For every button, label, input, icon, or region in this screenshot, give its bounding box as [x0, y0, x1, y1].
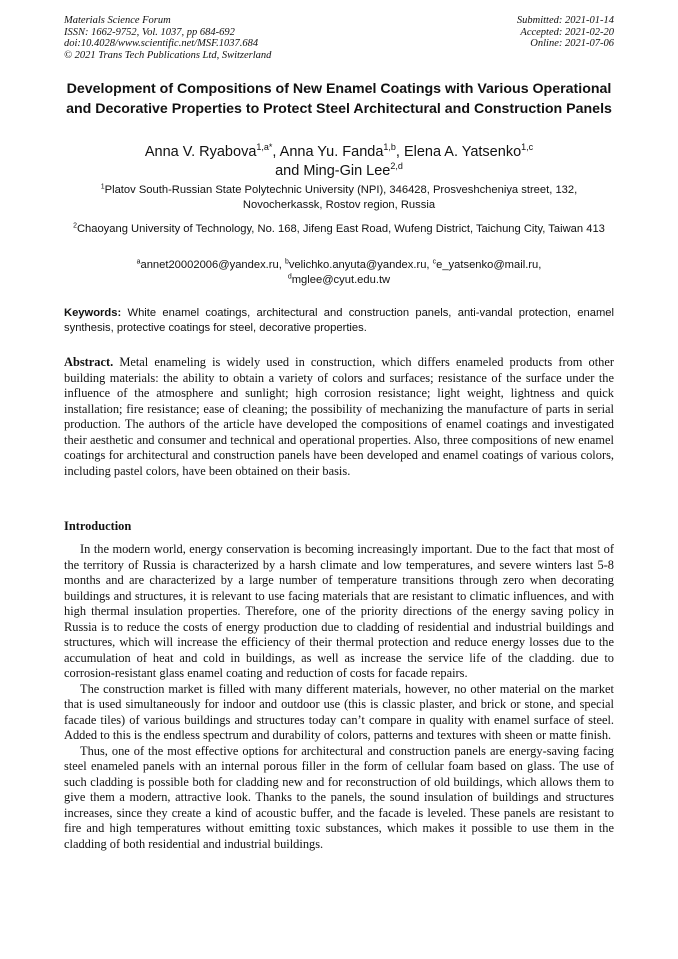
- author-name: Anna V. Ryabova: [144, 144, 257, 160]
- submitted-date: Submitted: 2021-01-14: [516, 15, 614, 26]
- email-address[interactable]: velichko.anyuta@yandex.ru: [288, 259, 427, 271]
- author-name: Anna Yu. Fanda: [279, 144, 384, 160]
- dates-header: [517, 15, 614, 50]
- author-affiliation-marker: 1,b: [383, 142, 396, 153]
- author-list: [64, 143, 614, 181]
- doi[interactable]: doi:10.4028/www.scientific.net/MSF.1037.684: [64, 38, 259, 50]
- introduction-paragraph: The construction market is filled with many different materials, however, no other material on the market that is used simultaneously for indoor and outdoor use (this is classic plaster, and brick or stone, and special facade tiles) of various buildings and structures today can’t compare in quality with enamel surface of steel. Added to this is the endless spectrum and durability of colors, patterns and textures with sheen or matte finish.: [64, 681, 614, 742]
- affiliation-1: [64, 183, 614, 213]
- abstract-label: Abstract.: [64, 355, 114, 369]
- affiliation-marker: 1: [100, 183, 105, 191]
- introduction-body: [64, 542, 614, 852]
- email-separator: ,: [278, 259, 285, 271]
- issn-volume-pages: ISSN: 1662-9752, Vol. 1037, pp 684-692: [64, 26, 235, 38]
- email-address[interactable]: annet20002006@yandex.ru: [140, 259, 279, 271]
- affiliation-marker: 2: [73, 222, 77, 230]
- keywords-label: Keywords:: [64, 307, 122, 319]
- email-address[interactable]: e_yatsenko@mail.ru: [436, 259, 539, 271]
- author-affiliation-marker: 1,c: [521, 142, 534, 153]
- email-marker: b: [284, 258, 289, 266]
- abstract-text: Metal enameling is widely used in construction, which differs enameled products from other building materials: the ability to obtain a variety of colors and surfaces; resistance of the surface under the influence of the atmosphere and sunlight; high corrosion resistance; light weight, lightness and quick installation; fire resistance; ease of cleaning; the possibility of mechanizing the manufacture of parts in serial production. The authors of the article have developed the compositions of enamel coatings and investigated their aesthetic and consumer and technical and operational properties. Also, three compositions of new enamel coatings for architectural and construction panels have been developed and enamel coatings of various colors, including pastel colors, have been obtained on their basis.: [64, 355, 614, 478]
- author-affiliation-marker: 1,a*: [256, 142, 273, 153]
- email-marker: d: [287, 273, 292, 281]
- affiliation-text: Chaoyang University of Technology, No. 168, Jifeng East Road, Wufeng District, Taichung City, Taiwan 413: [76, 223, 605, 235]
- email-address[interactable]: mglee@cyut.edu.tw: [291, 274, 391, 286]
- online-date: Online: 2021-07-06: [530, 38, 614, 50]
- journal-name: Materials Science Forum: [64, 15, 171, 26]
- accepted-date: Accepted: 2021-02-20: [520, 26, 614, 38]
- author-separator: ,: [272, 144, 280, 160]
- email-separator: ,: [426, 259, 433, 271]
- abstract-section: [64, 355, 614, 479]
- email-separator: ,: [538, 259, 542, 271]
- journal-info-header: [64, 15, 271, 61]
- email-list: [64, 258, 614, 288]
- author-name: and Ming-Gin Lee: [275, 163, 391, 179]
- author-affiliation-marker: 2,d: [390, 161, 403, 172]
- introduction-paragraph: Thus, one of the most effective options for architectural and construction panels are energy-saving facing steel enameled panels with an internal porous filler in the form of cellular foam based on glass. The use of such cladding is possible both for cladding new and for reconstruction of old buildings, which allows them to give them a modern, attractive look. Thanks to the panels, the sound insulation of buildings and structures increases, since they create a kind of acoustic buffer, and the facade is leveled. These panels are resistant to fire and high temperatures without emitting toxic substances, which makes it possible to use them in the cladding of both residential and industrial buildings.: [64, 743, 614, 851]
- keywords-section: [64, 306, 614, 336]
- introduction-heading: Introduction: [64, 519, 132, 533]
- email-marker: c: [432, 258, 437, 266]
- copyright: © 2021 Trans Tech Publications Ltd, Switzerland: [64, 49, 272, 61]
- author-name: Elena A. Yatsenko: [403, 144, 522, 160]
- affiliation-2: [64, 222, 614, 237]
- paper-title: Development of Compositions of New Enamel Coatings with Various Operational and Decorative Properties to Protect Steel Architectural and Construction Panels: [66, 81, 612, 117]
- author-separator: ,: [395, 144, 404, 160]
- keywords-text: White enamel coatings, architectural and construction panels, anti-vandal protection, enamel synthesis, protective coatings for steel, decorative properties.: [64, 307, 615, 334]
- introduction-paragraph: In the modern world, energy conservation is becoming increasingly important. Due to the fact that most of the territory of Russia is characterized by a harsh climate and low temperatures, and severe winters last 5-8 months and are characterized by a large number of temperature transitions through zero when decorating buildings and structures, it is relevant to use facing materials that are resistant to climatic influences, and with high thermal insulation properties. Therefore, one of the priority directions of the energy saving policy in Russia is to reduce the costs of energy production due to cladding of residential and industrial buildings and structures, which will increase the efficiency of their thermal protection and reduce energy losses due to the accumulation of heat and cold in buildings, as well as increase the service life of the cladding. due to corrosion-resistant glass enamel coating and reduction of costs for facade repairs.: [64, 542, 614, 680]
- email-marker: a: [136, 258, 141, 266]
- affiliation-text: Platov South-Russian State Polytechnic University (NPI), 346428, Prosveshcheniya street, 132, Novocherkassk, Rostov region, Russia: [104, 184, 578, 211]
